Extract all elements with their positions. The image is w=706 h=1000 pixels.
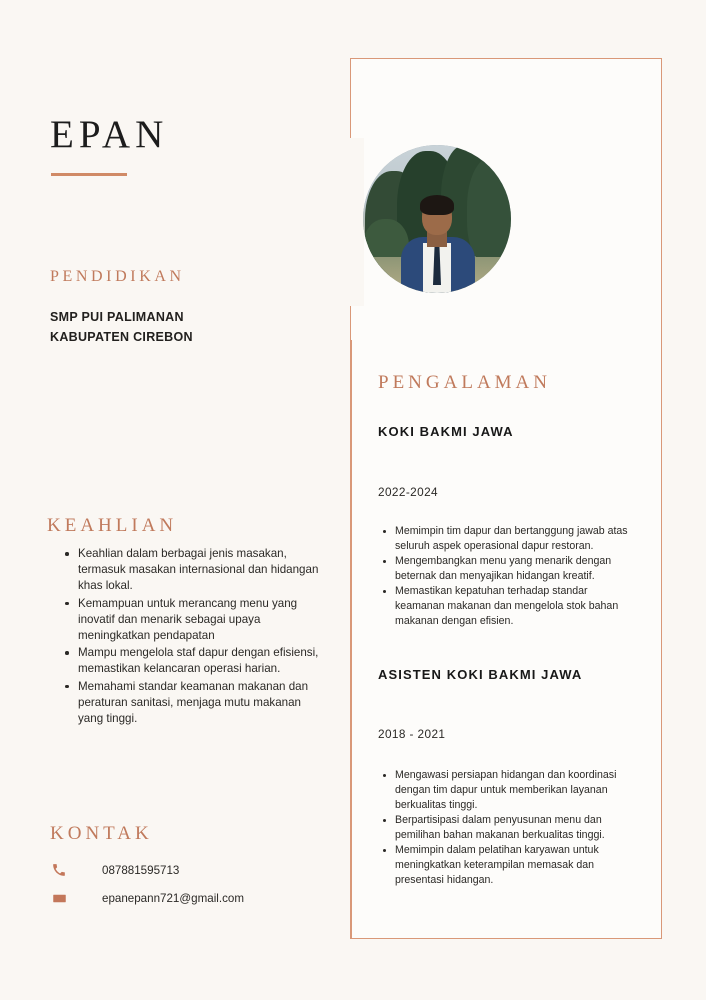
job-responsibilities: [382, 768, 634, 888]
contact-email-row[interactable]: [52, 889, 244, 907]
job-responsibilities: [382, 524, 634, 629]
contact-phone-row[interactable]: [52, 861, 179, 879]
list-item: Memimpin tim dapur dan bertanggung jawab atas seluruh aspek operasional dapur restoran.: [382, 524, 634, 554]
frame-photo-gap: [338, 138, 364, 306]
profile-photo: [363, 145, 511, 293]
phone-icon: [52, 861, 74, 879]
list-item: Kemampuan untuk merancang menu yang inovatif dan menarik sebagai upaya meningkatkan pendapatan: [64, 596, 326, 645]
envelope-icon: [52, 889, 74, 907]
job-date: 2018 - 2021: [378, 727, 446, 741]
education-heading: PENDIDIKAN: [50, 268, 185, 285]
list-item: Berpartisipasi dalam penyusunan menu dan pemilihan bahan makanan berkualitas tinggi.: [382, 813, 634, 843]
email-address: epanepann721@gmail.com: [102, 891, 244, 905]
list-item: Memimpin dalam pelatihan karyawan untuk meningkatkan keterampilan memasak dan presentasi hidangan.: [382, 843, 634, 888]
job-title: KOKI BAKMI JAWA: [378, 424, 514, 439]
list-item: Memastikan kepatuhan terhadap standar keamanan makanan dan mengelola stok bahan makanan dengan efisien.: [382, 584, 634, 629]
list-item: Keahlian dalam berbagai jenis masakan, termasuk masakan internasional dan hidangan khas lokal.: [64, 546, 326, 595]
photo-hair: [420, 195, 454, 215]
experience-divider-line: [350, 340, 352, 938]
skills-list: [64, 546, 326, 728]
list-item: Mengawasi persiapan hidangan dan koordinasi dengan tim dapur untuk memberikan layanan berkualitas tinggi.: [382, 768, 634, 813]
experience-heading: PENGALAMAN: [378, 372, 551, 393]
left-column: [47, 0, 330, 1000]
phone-number: 087881595713: [102, 863, 180, 877]
list-item: Mengembangkan menu yang menarik dengan beternak dan menyajikan hidangan kreatif.: [382, 554, 634, 584]
contact-heading: KONTAK: [50, 823, 153, 844]
photo-foliage: [467, 157, 511, 265]
list-item: Mampu mengelola staf dapur dengan efisiensi, memastikan kelancaran operasi harian.: [64, 645, 326, 677]
education-location: KABUPATEN CIREBON: [50, 330, 193, 344]
name-underline-rule: [51, 173, 127, 176]
job-date: 2022-2024: [378, 485, 439, 499]
education-school: SMP PUI PALIMANAN: [50, 310, 184, 324]
skills-heading: KEAHLIAN: [47, 515, 178, 536]
candidate-name: EPAN: [50, 113, 169, 156]
job-title: ASISTEN KOKI BAKMI JAWA: [378, 667, 583, 682]
list-item: Memahami standar keamanan makanan dan peraturan sanitasi, menjaga mutu makanan yang tinggi.: [64, 679, 326, 728]
